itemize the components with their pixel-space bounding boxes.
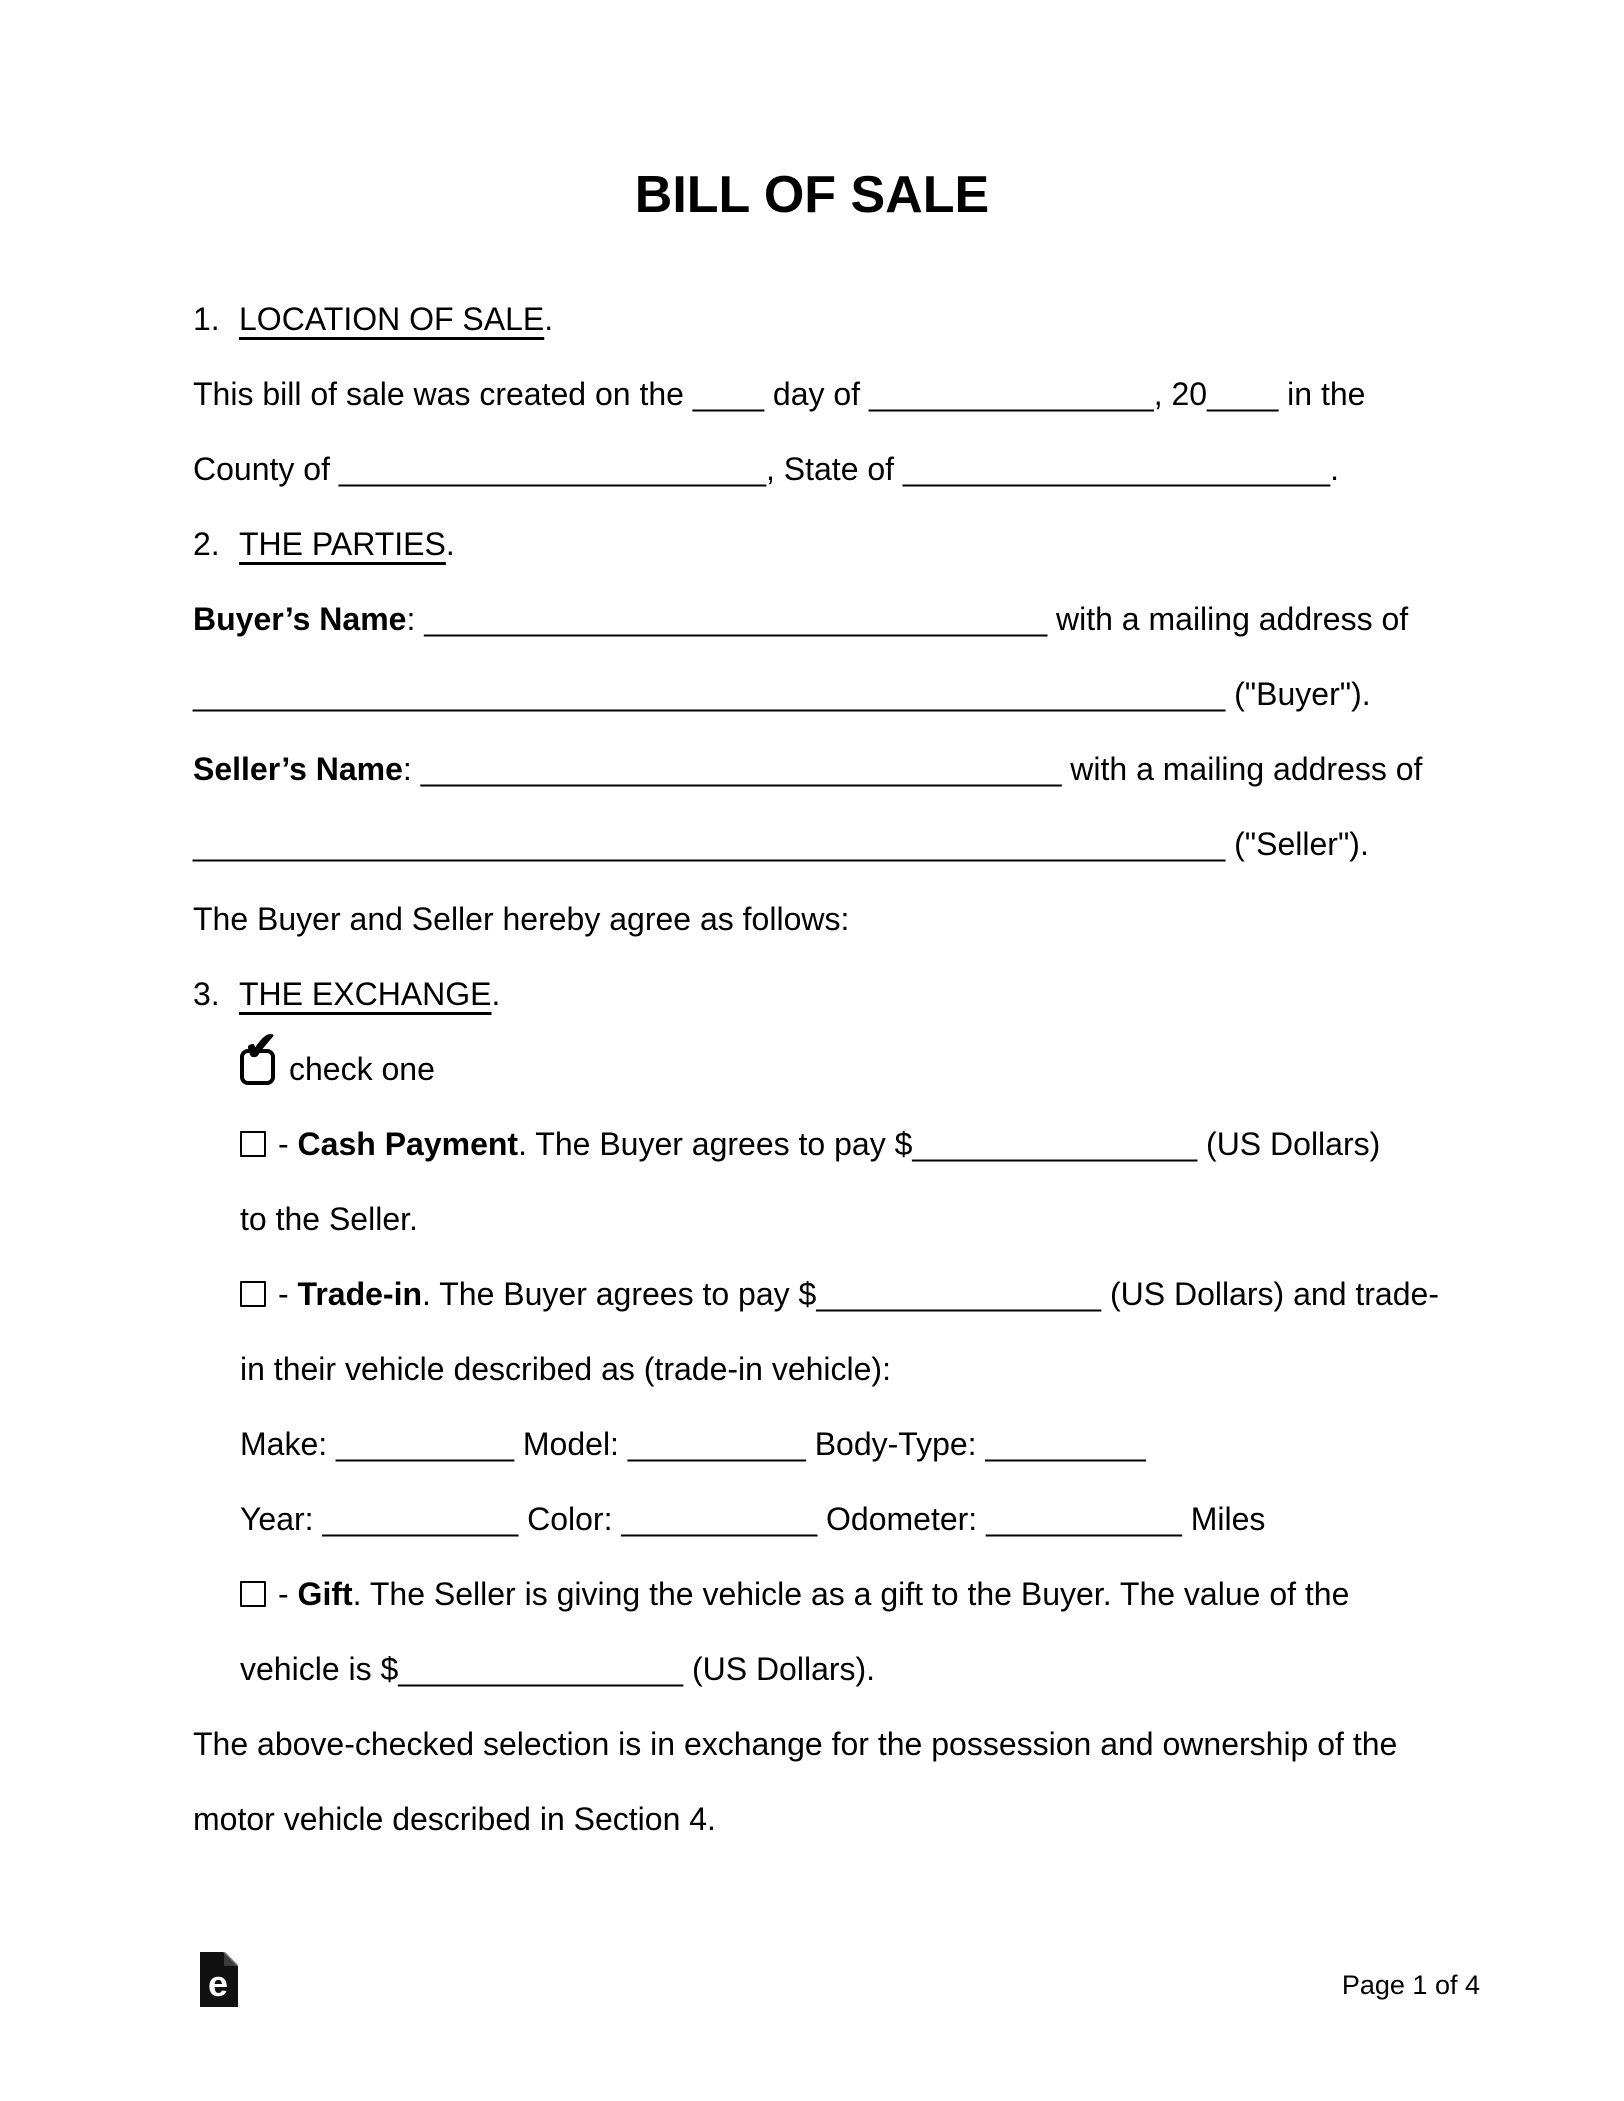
empty-checkbox-icon[interactable]	[240, 1281, 266, 1307]
trade-in-vehicle-fields-line-2	[193, 1482, 1524, 1557]
text-run: __________________________________________________________ ("Seller").	[193, 826, 1369, 862]
gift-option-line-1	[193, 1557, 1524, 1632]
text-run: Gift	[297, 1576, 353, 1612]
section-number: 1.	[193, 301, 220, 337]
gift-option-line-2	[193, 1632, 1524, 1707]
trade-in-vehicle-fields-line-1	[193, 1407, 1524, 1482]
seller-address-line	[193, 807, 1524, 882]
section-1-heading	[193, 282, 1524, 357]
text-run: . The Buyer agrees to pay $________________ (US Dollars) and trade-	[422, 1276, 1439, 1312]
text-run: motor vehicle described in Section 4.	[193, 1801, 716, 1837]
page-title: BILL OF SALE	[634, 166, 990, 224]
empty-checkbox-icon[interactable]	[240, 1131, 266, 1157]
text-run: This bill of sale was created on the ____ day of ________________, 20____ in the	[193, 376, 1366, 412]
text-run: Buyer’s Name	[193, 601, 407, 637]
section-number: 2.	[193, 526, 220, 562]
text-run: The Buyer and Seller hereby agree as follows:	[193, 901, 850, 937]
checkmark-icon: ✔	[244, 1025, 278, 1069]
document-fold-icon	[200, 1952, 238, 2007]
text-run: in their vehicle described as (trade-in vehicle):	[240, 1351, 891, 1387]
section-heading-text: THE EXCHANGE	[239, 976, 492, 1012]
text-run: vehicle is $________________ (US Dollars).	[240, 1651, 876, 1687]
text-run: __________________________________________________________ ("Buyer").	[193, 676, 1371, 712]
text-run: -	[278, 1126, 298, 1162]
cash-payment-option-line-1	[193, 1107, 1524, 1182]
buyer-address-line	[193, 657, 1524, 732]
section-2-heading	[193, 507, 1524, 582]
eforms-logo	[200, 1952, 238, 2007]
trade-in-option-line-1	[193, 1257, 1524, 1332]
text-run: : ___________________________________ with a mailing address of	[406, 601, 1409, 637]
text-run: Seller’s Name	[193, 751, 403, 787]
text-run: -	[278, 1276, 298, 1312]
seller-name-line	[193, 732, 1524, 807]
check-one-line	[193, 1025, 1524, 1107]
document-lines	[193, 282, 1524, 1857]
text-run: to the Seller.	[240, 1201, 418, 1237]
text-run: Trade-in	[297, 1276, 423, 1312]
text-run: .	[445, 526, 455, 562]
text-run: -	[278, 1576, 298, 1612]
text-run: . The Seller is giving the vehicle as a gift to the Buyer. The value of the	[352, 1576, 1350, 1612]
exchange-outro-line-2	[193, 1782, 1524, 1857]
text-run: .	[544, 301, 554, 337]
checked-checkbox-icon[interactable]	[240, 1025, 278, 1085]
section-number: 3.	[193, 976, 220, 1012]
agreement-intro-line	[193, 882, 1524, 957]
logo-letter: e	[208, 1963, 229, 2004]
location-sentence-line-1	[193, 357, 1524, 432]
page-number-label: Page 1 of 4	[1341, 1970, 1480, 2000]
location-sentence-line-2	[193, 432, 1524, 507]
text-run: The above-checked selection is in exchange for the possession and ownership of the	[193, 1726, 1398, 1762]
empty-checkbox-icon[interactable]	[240, 1581, 266, 1607]
text-run: Make: __________ Model: __________ Body-Type: _________	[240, 1426, 1146, 1462]
text-run: . The Buyer agrees to pay $________________ (US Dollars)	[518, 1126, 1381, 1162]
text-run: Year: ___________ Color: ___________ Odometer: ___________ Miles	[240, 1501, 1266, 1537]
section-heading-text: LOCATION OF SALE	[239, 301, 545, 337]
text-run: : ____________________________________ with a mailing address of	[402, 751, 1423, 787]
text-run: Cash Payment	[297, 1126, 519, 1162]
text-run: .	[491, 976, 501, 1012]
cash-payment-option-line-2	[193, 1182, 1524, 1257]
text-run: check one	[289, 1051, 435, 1087]
buyer-name-line	[193, 582, 1524, 657]
section-heading-text: THE PARTIES	[239, 526, 446, 562]
text-run: County of ________________________, State of ________________________.	[193, 451, 1339, 487]
section-3-heading	[193, 957, 1524, 1032]
trade-in-option-line-2	[193, 1332, 1524, 1407]
exchange-outro-line-1	[193, 1707, 1524, 1782]
